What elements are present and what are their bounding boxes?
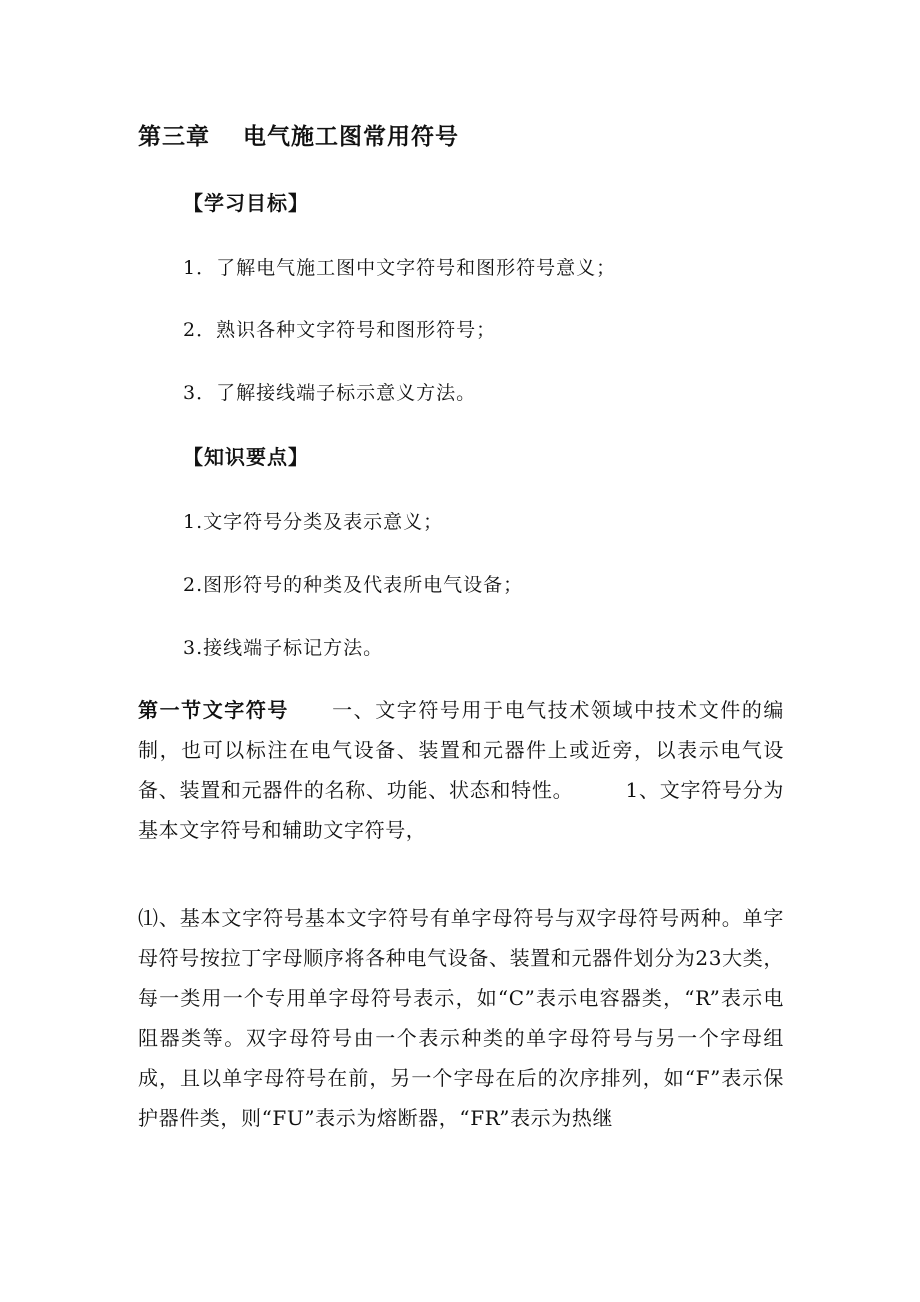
section1-paragraph	[138, 690, 784, 850]
objectives-heading: 【学习目标】	[183, 191, 309, 215]
key-point-item-2: 2.图形符号的种类及代表所电气设备；	[183, 574, 524, 596]
key-point-item-1: 1.文字符号分类及表示意义；	[183, 511, 444, 533]
basic-symbols-paragraph: ⑴、基本文字符号基本文字符号有单字母符号与双字母符号两种。单字母符号按拉丁字母顺序将各种电气设备、装置和元器件划分为23大类，每一类用一个专用单字母符号表示，如“C”表示电容器类，“R”表示电阻器类等。双字母符号由一个表示种类的单字母符号与另一个字母组成，且以单字母符号在前，另一个字母在后的次序排列，如“F”表示保护器件类，则“FU”表示为熔断器，“FR”表示为热继	[138, 906, 784, 1130]
section1-body: 一、文字符号用于电气技术领域中技术文件的编制，也可以标注在电气设备、装置和元器件上或近旁，以表示电气设备、装置和元器件的名称、功能、状态和特性。 1、文字符号分为基本文字符号和辅助文字符号，	[138, 698, 784, 842]
objective-item-3: 3．了解接线端子标示意义方法。	[183, 382, 477, 404]
section1-title: 第一节文字符号	[138, 698, 289, 722]
chapter-title: 第三章 电气施工图常用符号	[138, 124, 460, 150]
objective-item-2: 2．熟识各种文字符号和图形符号；	[183, 319, 497, 341]
key-points-heading: 【知识要点】	[183, 445, 309, 469]
objective-item-1: 1．了解电气施工图中文字符号和图形符号意义；	[183, 257, 617, 279]
key-point-item-3: 3.接线端子标记方法。	[183, 637, 384, 659]
